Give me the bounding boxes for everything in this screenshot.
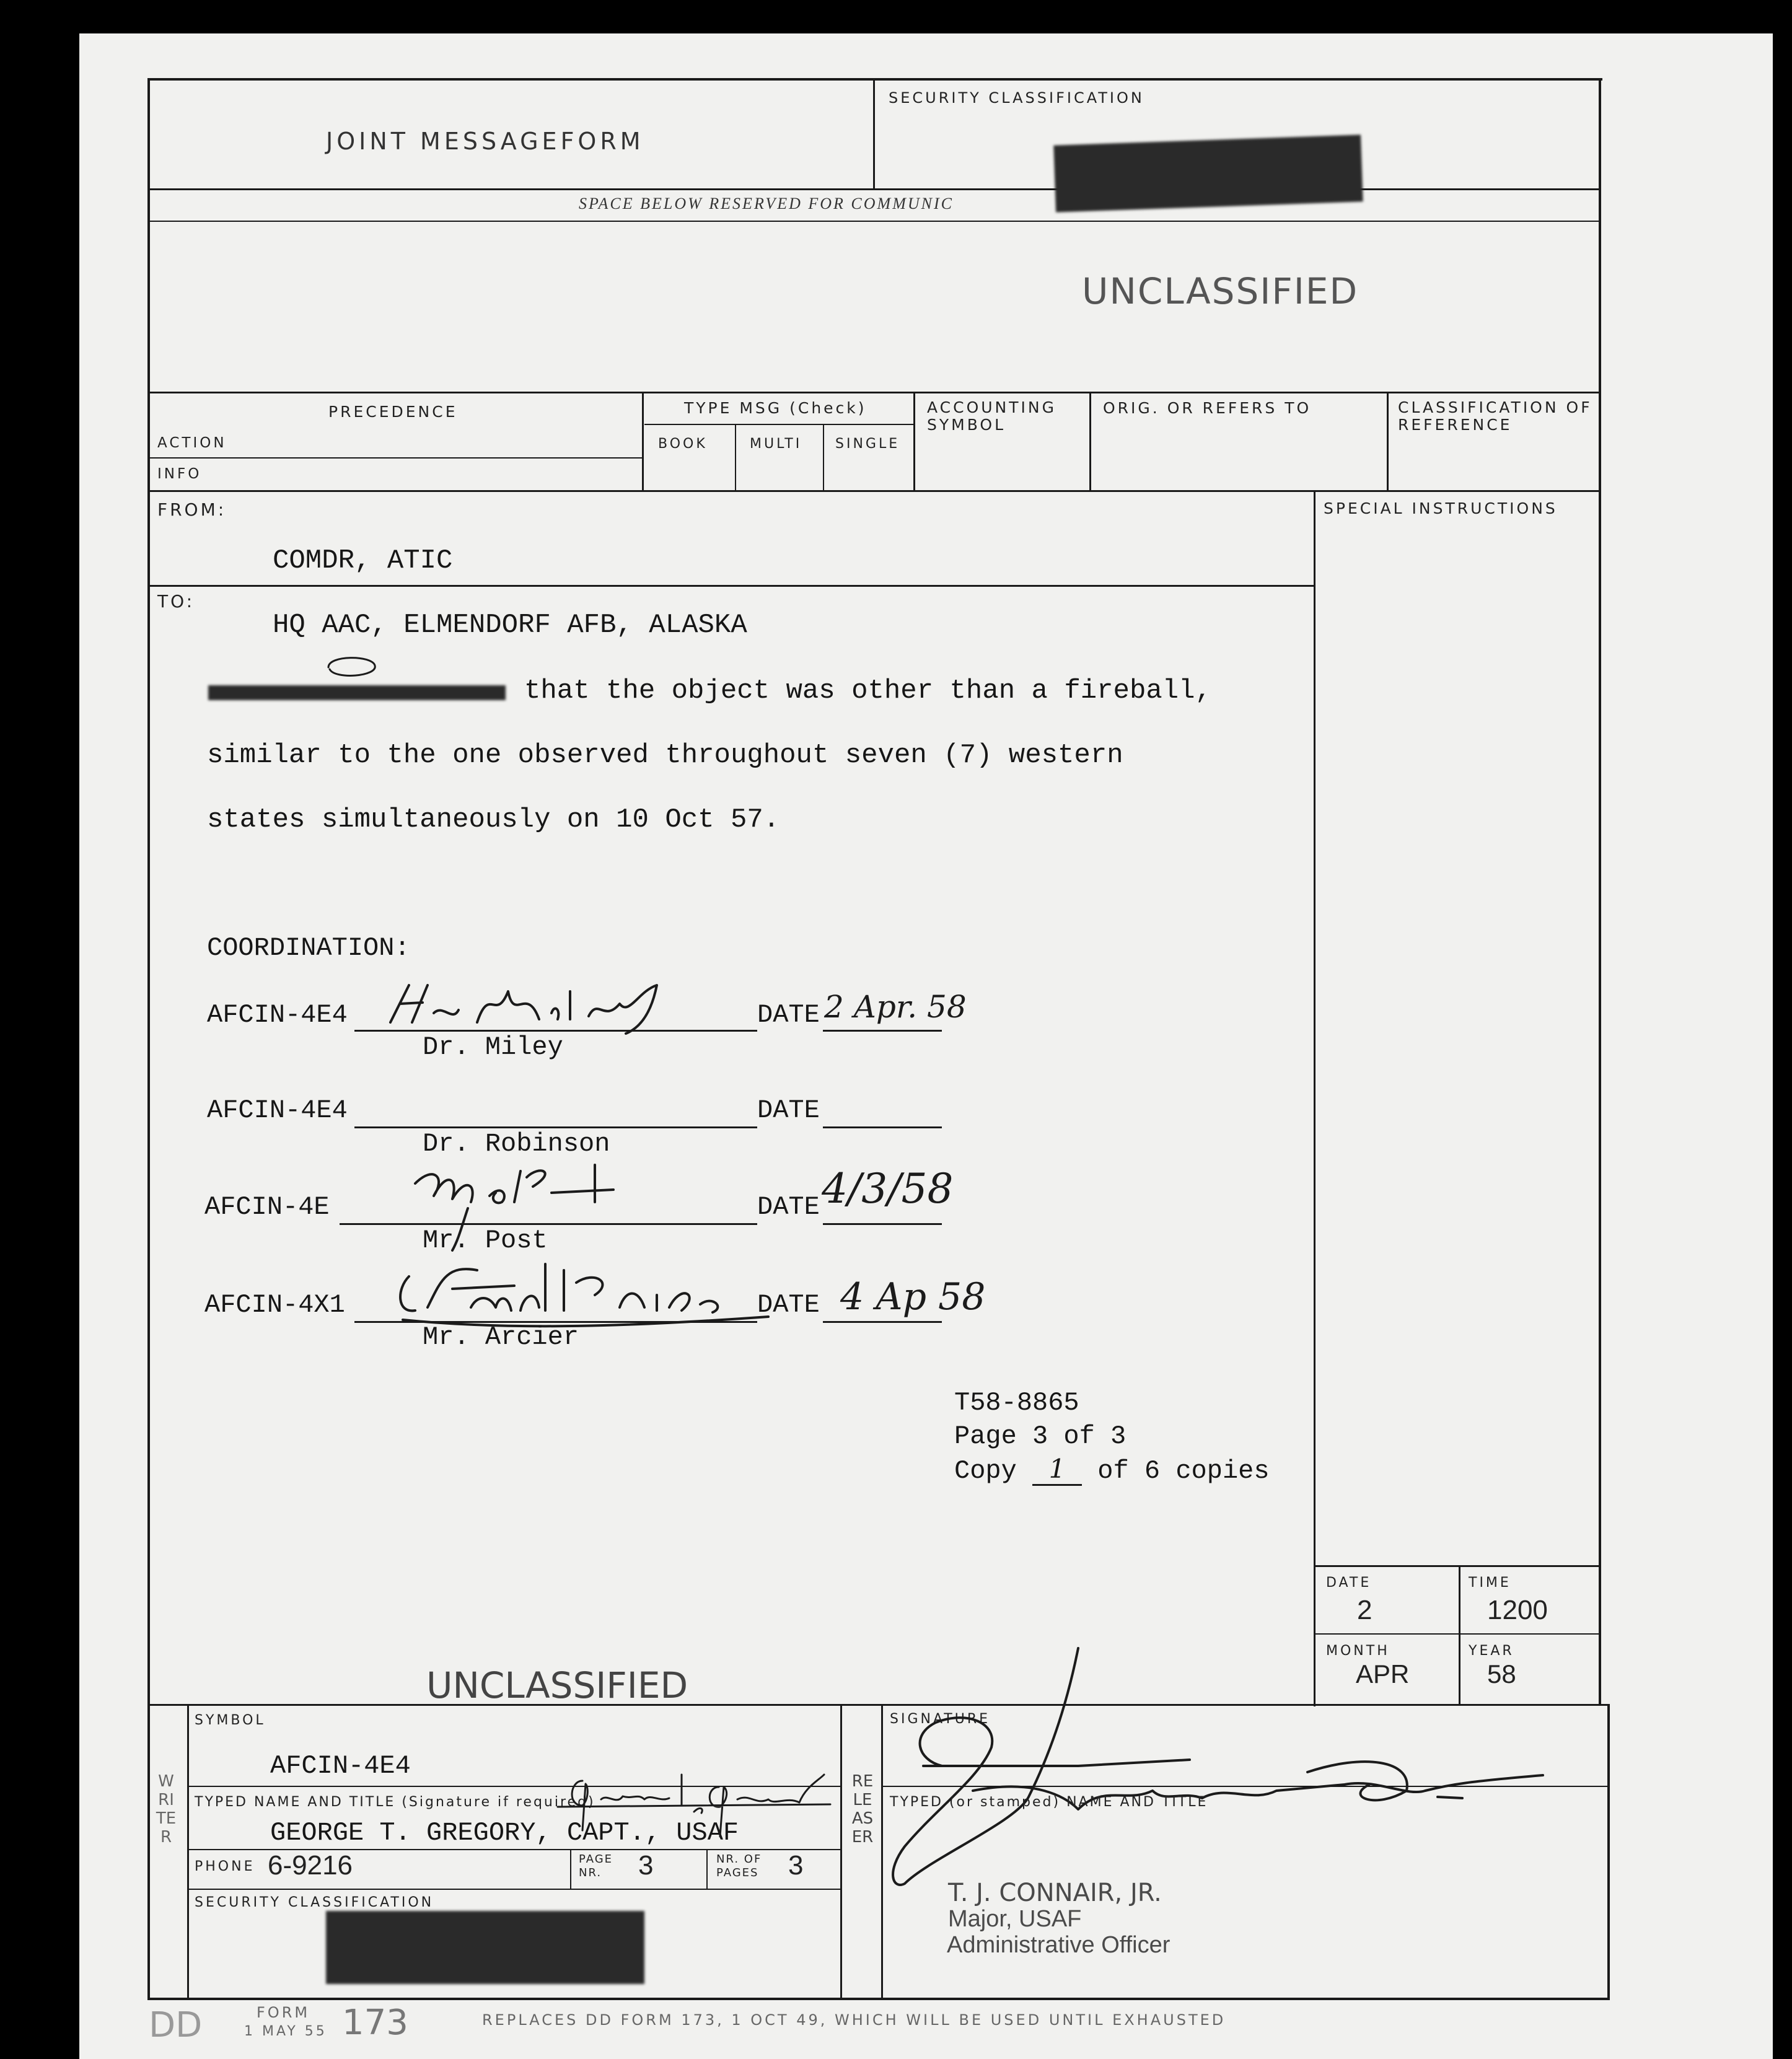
releaser-rank: Major, USAF — [948, 1906, 1082, 1932]
coord-office-2: AFCIN-4E4 — [207, 1095, 348, 1125]
handwritten-annotation — [322, 652, 384, 683]
footer-dd: DD — [149, 2005, 203, 2045]
typemsg-underline — [644, 424, 915, 425]
redaction-mark-bottom — [326, 1911, 644, 1984]
footer-form-number: 173 — [342, 2003, 408, 2043]
classification-reference-label: CLASSIFICATION OF REFERENCE — [1398, 398, 1592, 434]
copy-prefix: Copy — [954, 1456, 1017, 1486]
coord-name-3: Mr. Post — [423, 1226, 548, 1255]
writer-page-nr-label: PAGE NR. — [579, 1853, 613, 1879]
writer-strip — [187, 1704, 189, 1999]
releaser-side-label: RELEASER — [851, 1772, 874, 1846]
book-label: BOOK — [658, 436, 708, 452]
from-label: FROM: — [157, 499, 227, 520]
reserved-note: SPACE BELOW RESERVED FOR COMMUNIC — [579, 195, 954, 213]
to-value: HQ AAC, ELMENDORF AFB, ALASKA — [273, 610, 747, 641]
copy-suffix: copies — [1175, 1456, 1270, 1486]
accounting-symbol-label: ACCOUNTING SYMBOL — [927, 398, 1056, 434]
frame-right-lower — [1607, 1704, 1610, 2000]
copy-number: 1 — [1032, 1454, 1082, 1486]
writer-phone-label: PHONE — [195, 1859, 255, 1874]
coord-name-4: Mr. Arcier — [423, 1322, 579, 1352]
copy-total: 6 — [1144, 1456, 1161, 1486]
coord-date-3: 4/3/58 — [822, 1165, 954, 1213]
coord-date-line-2 — [823, 1126, 942, 1128]
time-label: TIME — [1469, 1575, 1511, 1591]
writer-nr-pages-label: NR. OF PAGES — [716, 1853, 762, 1879]
footer-form-date: 1 MAY 55 — [244, 2024, 327, 2039]
coord-date-1: 2 Apr. 58 — [824, 989, 967, 1025]
writer-typed-name-label: TYPED NAME AND TITLE (Signature if required) — [195, 1794, 595, 1810]
signature-connair — [756, 1636, 1561, 1896]
title-divider — [873, 79, 875, 190]
writer-typed-name: GEORGE T. GREGORY, CAPT., USAF — [270, 1818, 739, 1848]
writer-phone-line — [188, 1889, 840, 1890]
coord-date-line-1 — [823, 1030, 942, 1032]
unclassified-stamp-top: UNCLASSIFIED — [1082, 270, 1359, 312]
from-to-divider — [149, 585, 1314, 587]
copy-of: of — [1097, 1456, 1129, 1486]
datetime-mid — [1315, 1633, 1600, 1635]
multi-label: MULTI — [750, 436, 802, 452]
from-value: COMDR, ATIC — [273, 545, 453, 576]
action-underline — [149, 457, 642, 459]
col-typemsg — [913, 393, 915, 491]
writer-security-label: SECURITY CLASSIFICATION — [195, 1895, 434, 1910]
coord-name-2: Dr. Robinson — [423, 1129, 610, 1159]
releaser-name: T. J. CONNAIR, JR. — [948, 1879, 1162, 1907]
body-line-2: similar to the one observed throughout seven (7) western — [207, 740, 1123, 771]
reference-number: T58-8865 — [954, 1388, 1079, 1418]
writer-nr-pages: 3 — [788, 1850, 804, 1881]
writer-page-nr: 3 — [638, 1850, 654, 1881]
coord-date-line-3 — [823, 1223, 942, 1225]
reference-page: Page 3 of 3 — [954, 1421, 1127, 1451]
year-value: 58 — [1487, 1659, 1516, 1688]
col-multi — [823, 425, 824, 491]
type-msg-label: TYPE MSG (Check) — [684, 399, 867, 417]
date-value: 2 — [1357, 1595, 1373, 1625]
releaser-signature-label: SIGNATURE — [890, 1711, 991, 1727]
time-value: 1200 — [1487, 1595, 1548, 1625]
redaction-mark-top — [1053, 134, 1363, 212]
precedence-label: PRECEDENCE — [328, 403, 458, 421]
special-instructions-label: SPECIAL INSTRUCTIONS — [1324, 499, 1558, 517]
writer-phone: 6-9216 — [268, 1850, 353, 1881]
writer-page-col — [570, 1850, 571, 1889]
to-label: TO: — [157, 591, 195, 612]
coord-date-4: 4 Ap 58 — [840, 1275, 986, 1319]
writer-symbol: AFCIN-4E4 — [270, 1751, 411, 1781]
releaser-typed-label: TYPED (or stamped) NAME AND TITLE — [890, 1794, 1208, 1810]
coord-date-label-2: DATE — [757, 1095, 820, 1125]
action-label: ACTION — [157, 435, 227, 451]
releaser-title: Administrative Officer — [947, 1932, 1171, 1958]
col-orig — [1387, 393, 1389, 491]
writer-pages-col — [706, 1850, 708, 1889]
frame-top — [147, 78, 1602, 81]
security-classification-label: SECURITY CLASSIFICATION — [889, 89, 1144, 107]
footer-form-label: FORM — [257, 2004, 310, 2021]
col-precedence — [642, 393, 644, 491]
coord-date-label-4: DATE — [757, 1290, 820, 1320]
line-reserved-bottom — [149, 221, 1600, 222]
writer-symbol-label: SYMBOL — [195, 1713, 266, 1728]
month-label: MONTH — [1326, 1643, 1390, 1659]
coord-office-3: AFCIN-4E — [204, 1192, 330, 1222]
month-value: APR — [1356, 1659, 1410, 1688]
reference-copy — [954, 1454, 1270, 1486]
datetime-top — [1315, 1565, 1600, 1567]
unclassified-stamp-bottom: UNCLASSIFIED — [426, 1664, 688, 1706]
orig-refers-label: ORIG. OR REFERS TO — [1103, 399, 1312, 417]
signature-arcier — [390, 1258, 775, 1332]
coord-date-line-4 — [823, 1321, 942, 1323]
redaction-mark-body — [208, 685, 506, 700]
frame-right — [1599, 78, 1601, 1705]
body-line-3: states simultaneously on 10 Oct 57. — [207, 804, 780, 835]
info-label: INFO — [157, 466, 202, 482]
line-header-bottom — [149, 490, 1600, 492]
line-reserved-top — [149, 188, 1600, 190]
body-line-1: that the object was other than a fireball, — [524, 675, 1211, 706]
special-instructions-divider — [1314, 491, 1315, 1706]
year-label: YEAR — [1469, 1643, 1514, 1659]
frame-bottom — [147, 1998, 1610, 2000]
col-book — [735, 425, 736, 491]
coord-office-4: AFCIN-4X1 — [204, 1290, 345, 1320]
coord-date-label-1: DATE — [757, 1000, 820, 1030]
form-title: JOINT MESSAGEFORM — [326, 128, 644, 155]
writer-side-label: WRITER — [156, 1772, 177, 1846]
coord-signature-line-2 — [354, 1126, 757, 1128]
line-header-top — [149, 392, 1600, 393]
coord-office-1: AFCIN-4E4 — [207, 1000, 348, 1030]
coord-date-label-3: DATE — [757, 1192, 820, 1222]
date-label: DATE — [1326, 1575, 1372, 1591]
col-accounting — [1089, 393, 1091, 491]
coordination-heading: COORDINATION: — [207, 933, 410, 963]
single-label: SINGLE — [835, 436, 900, 452]
footer-replaces: REPLACES DD FORM 173, 1 OCT 49, WHICH WILL BE USED UNTIL EXHAUSTED — [482, 2011, 1226, 2029]
frame-left — [147, 78, 150, 2000]
signature-miley — [384, 979, 675, 1035]
coord-name-1: Dr. Miley — [423, 1032, 563, 1062]
